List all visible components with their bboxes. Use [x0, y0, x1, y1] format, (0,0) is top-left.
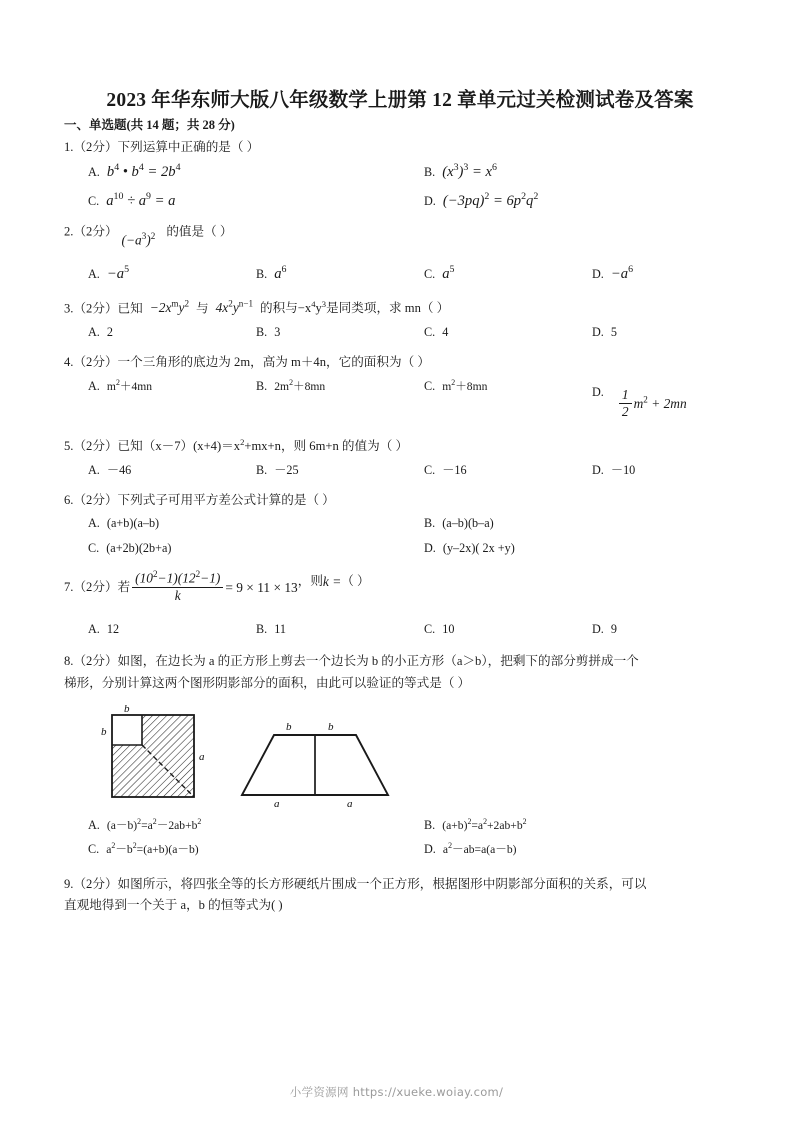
option-a-text: 12 — [106, 621, 120, 636]
option-c-expr: $a^{10} \div a^9 = a$ — [106, 190, 176, 209]
question-4-text: 一个三角形的底边为 2m，高为 m＋4n，它的面积为（ ） — [117, 355, 430, 370]
question-9-number: 9. — [64, 876, 74, 891]
option-c-label: C. — [424, 266, 436, 281]
question-2-expr: $(-a^3)^2$ — [121, 231, 156, 248]
label-b-top-left: b — [286, 720, 292, 733]
option-c[interactable] — [400, 263, 568, 286]
section-heading: 一、单选题(共 14 题；共 28 分) — [64, 118, 235, 133]
option-c[interactable] — [400, 377, 568, 409]
question-7-fraction — [132, 569, 223, 604]
option-d[interactable] — [400, 190, 736, 213]
option-d-label: D. — [424, 842, 436, 857]
question-8-number: 8. — [64, 654, 74, 669]
question-6-text: 下列式子可用平方差公式计算的是（ ） — [117, 492, 335, 507]
option-a-expr: $m^2+4mn$ — [106, 377, 153, 393]
option-a-text: 2 — [106, 324, 113, 339]
label-a-right: a — [199, 750, 205, 763]
option-b-label: B. — [256, 266, 268, 281]
option-a[interactable] — [64, 323, 232, 341]
option-c-expr: $m^2+8mn$ — [442, 377, 488, 393]
question-5-options — [64, 458, 736, 482]
option-a-text: (a+b)(a–b) — [106, 516, 160, 531]
question-4 — [64, 352, 736, 420]
question-3-expr-1: $-2x^my^2$ — [149, 298, 190, 316]
question-3-stem — [64, 297, 736, 319]
option-a-label: A. — [88, 817, 100, 832]
option-d-text: －10 — [610, 462, 636, 477]
option-c[interactable] — [64, 539, 400, 557]
option-c-label: C. — [88, 540, 100, 555]
question-5-points: （2分） — [73, 439, 118, 454]
option-a-expr: $-a^5$ — [106, 264, 130, 282]
question-5-text: 已知$(x-7)(x+4)=x^2+mx+n$，则 6m+n 的值为（ ） — [117, 437, 409, 454]
option-b-expr: $2m^2+8mn$ — [274, 377, 326, 393]
question-6 — [64, 490, 736, 560]
question-8-stem-line-2: 梯形，分别计算这两个图形阴影部分的面积，由此可以验证的等式是（ ） — [64, 675, 471, 690]
option-c-label: C. — [88, 842, 100, 857]
option-b-label: B. — [256, 462, 268, 477]
option-c[interactable] — [400, 461, 568, 479]
option-a-label: A. — [88, 462, 100, 477]
fraction-denominator: k — [174, 588, 181, 604]
question-8-points: （2分） — [73, 654, 118, 669]
option-c-expr: $a^2-b^2=(a+b)(a-b)$ — [106, 841, 199, 857]
option-b-label: B. — [256, 324, 268, 339]
option-d-expr: $(-3pq)^2 = 6p^2q^2$ — [442, 190, 539, 209]
question-7-points: （2分） — [73, 580, 118, 595]
question-7-options — [64, 617, 736, 641]
option-d-expr: $-a^6$ — [610, 264, 634, 282]
option-d[interactable] — [400, 539, 736, 557]
question-5-number: 5. — [64, 439, 74, 454]
question-7-k: k = — [322, 573, 342, 589]
question-4-options — [64, 374, 736, 420]
option-a-text: －46 — [106, 462, 132, 477]
option-b-text: (a–b)(b–a) — [442, 516, 494, 531]
question-9-points: （2分） — [73, 876, 118, 891]
option-d-text: 5 — [610, 324, 617, 339]
option-c-expr: $a^5$ — [442, 264, 455, 282]
question-1-text: 下列运算中正确的是（ ） — [117, 139, 260, 154]
question-2-number: 2. — [64, 224, 74, 239]
option-b-text: －25 — [274, 462, 299, 477]
option-d[interactable] — [568, 263, 736, 286]
option-d-text: (y–2x)( 2x +y) — [442, 540, 515, 555]
option-a-label: A. — [88, 621, 100, 636]
question-8-stem-line-1 — [64, 651, 736, 671]
question-1-options — [64, 158, 736, 216]
question-2 — [64, 221, 736, 288]
question-7-equals: = 9 × 11 × 13 — [225, 579, 298, 595]
question-1-stem — [64, 137, 736, 157]
option-d-expr: $a^2-ab=a(a-b)$ — [442, 841, 517, 857]
fraction-denominator: 2 — [621, 404, 629, 420]
question-3-number: 3. — [64, 301, 74, 316]
question-2-text: 的值是（ ） — [166, 224, 233, 239]
label-b-top-right: b — [328, 720, 334, 733]
option-b[interactable] — [232, 620, 400, 638]
option-a-label: A. — [88, 266, 100, 281]
option-b-label: B. — [424, 516, 436, 531]
option-c-label: C. — [424, 462, 436, 477]
question-3-text-mid: 与 — [196, 301, 209, 316]
option-c-label: C. — [424, 324, 436, 339]
label-b-left: b — [101, 725, 107, 738]
option-d-label: D. — [424, 540, 436, 555]
fraction-numerator: 1 — [619, 388, 632, 405]
question-7-text-tail: ，则 — [297, 574, 323, 589]
question-3-options — [64, 320, 736, 344]
option-d[interactable] — [568, 323, 736, 341]
option-b[interactable] — [232, 263, 400, 286]
fraction-numerator: $(10^2-1)(12^2-1)$ — [132, 569, 223, 588]
question-4-stem — [64, 352, 736, 372]
option-a-label: A. — [88, 164, 100, 179]
question-8 — [64, 651, 736, 862]
question-8-text-1: 如图，在边长为 a 的正方形上剪去一个边长为 b 的小正方形（a＞b），把剩下的部分剪拼成一个 — [117, 654, 639, 669]
question-3-text-pre: 已知 — [117, 301, 143, 316]
question-7-stem — [64, 570, 736, 605]
option-a[interactable] — [64, 161, 400, 184]
option-d-label: D. — [592, 384, 604, 399]
option-d-label: D. — [592, 621, 604, 636]
question-9-stem-line-1 — [64, 874, 736, 894]
question-2-options — [64, 260, 736, 289]
option-b-label: B. — [256, 621, 268, 636]
question-3 — [64, 297, 736, 344]
question-2-stem — [64, 221, 736, 248]
question-1 — [64, 137, 736, 216]
question-6-options — [64, 511, 736, 560]
option-a[interactable] — [64, 620, 232, 638]
option-b[interactable] — [400, 514, 736, 532]
option-b-expr: $(a+b)^2=a^2+2ab+b^2$ — [442, 817, 527, 832]
option-c-text: 10 — [442, 621, 455, 636]
option-b[interactable] — [232, 377, 400, 409]
option-b[interactable] — [232, 323, 400, 341]
watermark: 小学资源网 https://xueke.woiay.com/ — [289, 1085, 504, 1099]
question-2-points: （2分） — [73, 224, 118, 239]
option-d-label: D. — [592, 266, 604, 281]
option-b[interactable] — [232, 461, 400, 479]
question-5 — [64, 436, 736, 482]
option-c[interactable] — [64, 840, 400, 858]
option-b[interactable] — [400, 161, 736, 184]
question-7-number: 7. — [64, 580, 74, 595]
option-d[interactable] — [400, 840, 736, 858]
option-d-expr: $m^2 + 2mn$ — [633, 394, 687, 411]
question-9-text-1: 如图所示，将四张全等的长方形硬纸片围成一个正方形，根据图形中阴影部分面积的关系，可以 — [117, 876, 647, 891]
option-d[interactable] — [568, 620, 736, 638]
option-c-text: 4 — [442, 324, 449, 339]
option-b-label: B. — [424, 817, 436, 832]
question-5-stem — [64, 436, 736, 457]
question-1-points: （2分） — [73, 139, 118, 154]
option-c-text: (a+2b)(2b+a) — [106, 540, 172, 555]
option-d-label: D. — [424, 193, 436, 208]
option-c-label: C. — [424, 621, 436, 636]
option-b-label: B. — [424, 164, 436, 179]
figure-square — [101, 703, 205, 797]
question-4-number: 4. — [64, 355, 74, 370]
question-8-options — [64, 813, 736, 862]
option-a-label: A. — [88, 378, 100, 393]
page-content — [64, 88, 736, 918]
option-c-label: C. — [424, 378, 436, 393]
option-b[interactable] — [400, 816, 736, 834]
option-a-expr: $(a-b)^2=a^2-2ab+b^2$ — [106, 817, 202, 832]
label-a-bottom-left: a — [274, 797, 280, 807]
figure-trapezoid — [242, 721, 388, 807]
question-4-points: （2分） — [73, 355, 118, 370]
question-8-figures — [64, 703, 736, 807]
option-a[interactable] — [64, 461, 232, 479]
option-c[interactable] — [64, 190, 400, 213]
option-d[interactable] — [568, 377, 736, 420]
option-b-expr: $a^6$ — [274, 264, 287, 282]
option-c[interactable] — [400, 323, 568, 341]
option-d-fraction — [619, 388, 632, 420]
question-3-points: （2分） — [73, 301, 118, 316]
option-d-text: 9 — [610, 621, 617, 636]
option-c[interactable] — [400, 620, 568, 638]
option-a-expr: $b^4$ • $b^4 = 2b^4$ — [106, 161, 181, 180]
option-b-text: 11 — [274, 621, 286, 636]
option-a[interactable] — [64, 514, 400, 532]
option-c-label: C. — [88, 193, 100, 208]
question-8-figure-svg — [94, 703, 414, 807]
question-6-stem — [64, 490, 736, 510]
label-a-bottom-right: a — [347, 797, 353, 807]
option-b-label: B. — [256, 378, 268, 393]
option-b-text: 3 — [274, 324, 281, 339]
question-3-text-tail: 的积与$-x^4y^3$是同类项，求 mn（ ） — [260, 299, 450, 316]
question-9 — [64, 874, 736, 916]
label-b-top: b — [124, 702, 130, 715]
option-a[interactable] — [64, 816, 400, 834]
question-7 — [64, 570, 736, 641]
question-7-text-pre: 若 — [117, 580, 131, 595]
option-a-label: A. — [88, 516, 100, 531]
question-1-number: 1. — [64, 139, 74, 154]
question-7-paren: （ ） — [341, 574, 370, 589]
option-d[interactable] — [568, 461, 736, 479]
page-title: 2023 年华东师大版八年级数学上册第 12 章单元过关检测试卷及答案 — [106, 90, 694, 111]
option-a[interactable] — [64, 263, 232, 286]
question-9-stem-line-2: 直观地得到一个关于 a，b 的恒等式为( ) — [64, 898, 283, 913]
option-b-expr: $(x^3)^3 = x^6$ — [442, 161, 497, 180]
option-d-label: D. — [592, 324, 604, 339]
question-6-points: （2分） — [73, 492, 118, 507]
option-a[interactable] — [64, 377, 232, 409]
option-d-label: D. — [592, 462, 604, 477]
option-a-label: A. — [88, 324, 100, 339]
question-3-expr-2: $4x^2y^{n-1}$ — [215, 298, 254, 316]
question-6-number: 6. — [64, 492, 74, 507]
option-c-text: －16 — [442, 462, 467, 477]
